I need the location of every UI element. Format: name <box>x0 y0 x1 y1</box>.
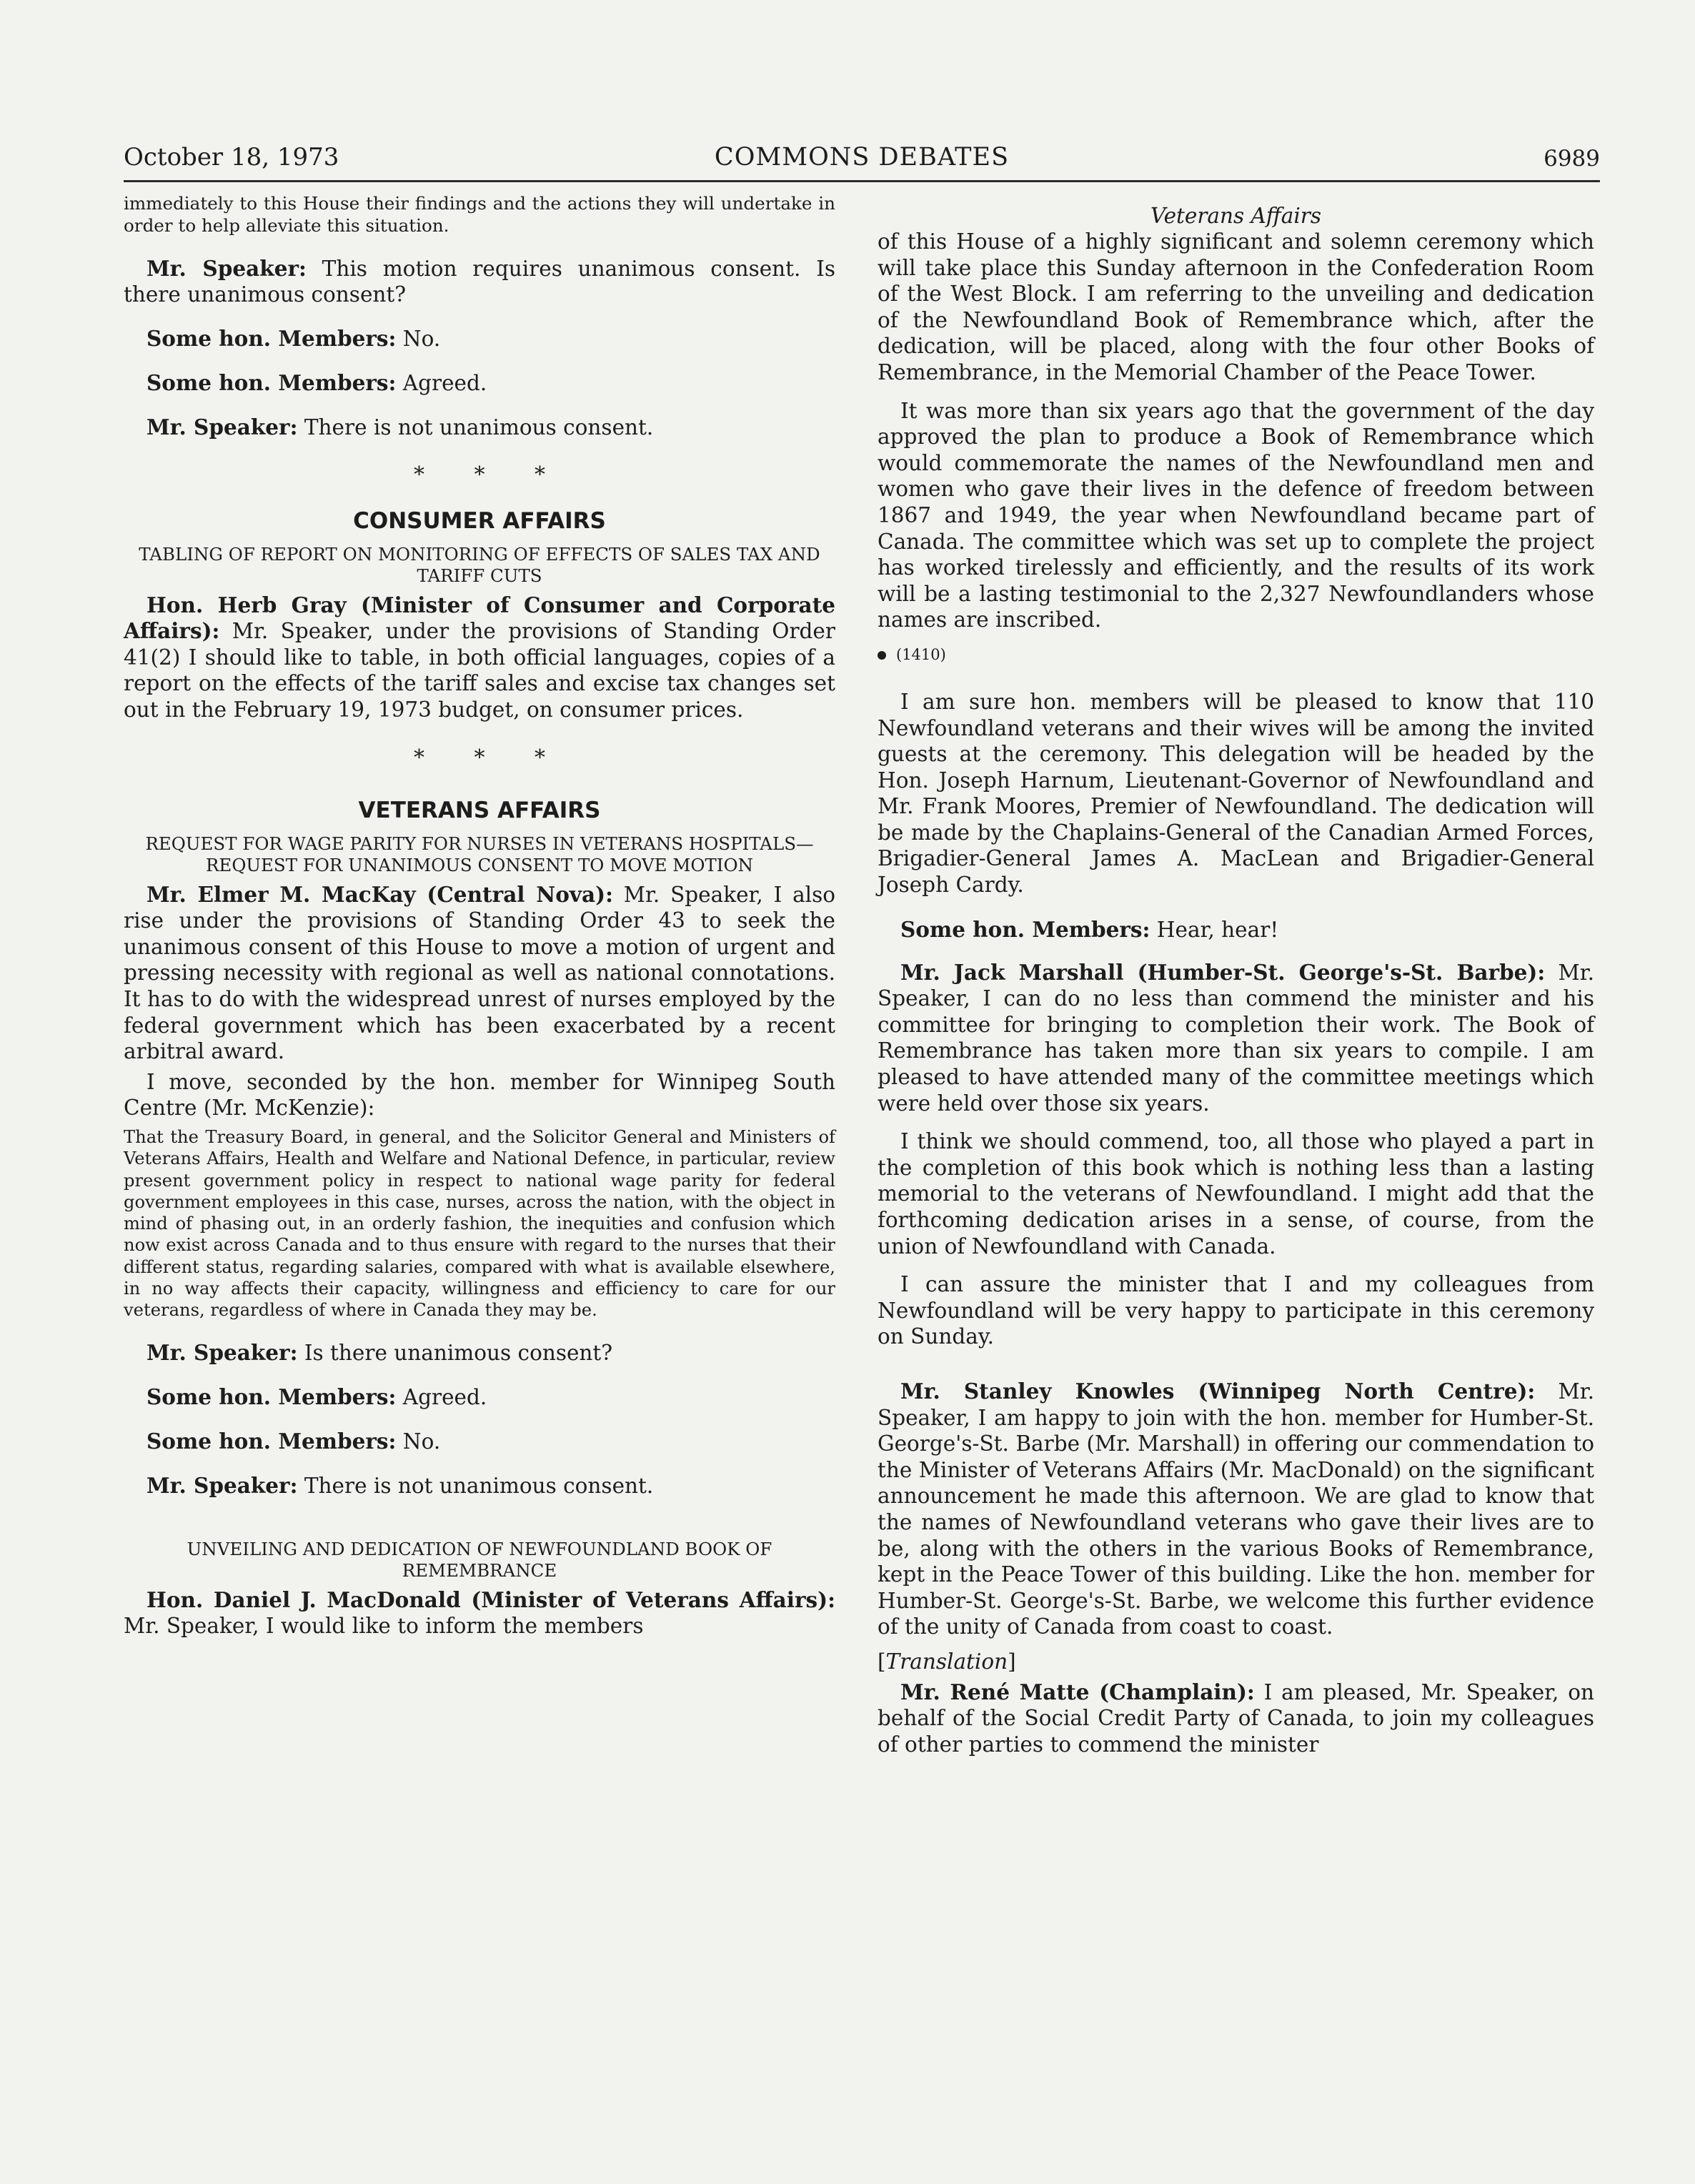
speaker-name: Mr. Speaker: <box>146 1472 298 1498</box>
paragraph: of this House of a highly significant and solemn ceremony which will take place this Sunday afternoon in the Confederation Room of the West Block. I am referring to the unveiling and dedication of the Newfoundland Book of Remembrance which, after the dedication, will be placed, along with the four other Books of Remembrance, in the Memorial Chamber of the Peace Tower. <box>878 229 1594 384</box>
paragraph: immediately to this House their findings and the actions they will undertake in order to help alleviate this situation. <box>124 193 835 236</box>
speech-text: Mr. Speaker, under the provisions of Standing Order 41(2) I should like to table, in both official languages, copies of a report on the effects of the tariff sales and excise tax changes set out in the February 19, 1973 budget, on consumer prices. <box>124 619 835 722</box>
page-header <box>124 143 1600 182</box>
speaker-name: Mr. Speaker: <box>146 414 298 440</box>
speaker-name: Mr. Elmer M. MacKay (Central Nova): <box>146 881 613 907</box>
subsection-heading: REQUEST FOR WAGE PARITY FOR NURSES IN VETERANS HOSPITALS—REQUEST FOR UNANIMOUS CONSENT TO MOVE MOTION <box>145 833 814 875</box>
paragraph: I can assure the minister that I and my colleagues from Newfoundland will be very happy to participate in this ceremony on Sunday. <box>878 1272 1594 1349</box>
speaker-name: Some hon. Members: <box>146 1384 397 1409</box>
header-title: COMMONS DEBATES <box>714 143 1010 172</box>
paragraph: I move, seconded by the hon. member for Winnipeg South Centre (Mr. McKenzie): <box>124 1069 835 1121</box>
exchange <box>878 917 1594 943</box>
right-column <box>878 203 1594 1757</box>
subsection-heading: TABLING OF REPORT ON MONITORING OF EFFECTS OF SALES TAX AND TARIFF CUTS <box>139 543 820 586</box>
speech-text: There is not unanimous consent. <box>297 415 654 440</box>
speaker-name: Some hon. Members: <box>146 369 397 395</box>
speaker-name: Mr. Speaker: <box>146 1339 298 1365</box>
speech-text: This motion requires unanimous consent. Is there unanimous consent? <box>124 256 835 307</box>
paragraph: It was more than six years ago that the government of the day approved the plan to produce a Book of Remembrance which would commemorate the names of the Newfoundland men and women who gave their lives in the defence of freedom between 1867 and 1949, the year when Newfoundland became part of Canada. The committee which was set up to complete the project has worked tirelessly and efficiently, and the results of its work will be a lasting testimonial to the 2,327 Newfoundlanders whose names are inscribed. <box>878 398 1594 632</box>
exchange <box>124 1384 835 1410</box>
speaker-name: Hon. Herb Gray (Minister of Consumer and Corporate Affairs): <box>124 592 835 644</box>
section-heading: VETERANS AFFAIRS <box>358 797 601 823</box>
speech <box>878 960 1594 1117</box>
section-separator: * * * <box>413 745 567 770</box>
speech-text: Hear, hear! <box>1150 917 1279 942</box>
left-column <box>124 193 835 1639</box>
exchange <box>124 415 835 440</box>
exchange <box>124 370 835 396</box>
speaker-name: Mr. Speaker: <box>146 255 307 281</box>
speaker-name: Some hon. Members: <box>900 916 1150 942</box>
exchange <box>124 326 835 352</box>
speaker-name: Some hon. Members: <box>146 325 397 351</box>
speaker-name: Some hon. Members: <box>146 1428 397 1454</box>
speech <box>878 1379 1594 1640</box>
speech <box>124 1587 835 1639</box>
exchange <box>124 1473 835 1499</box>
speech-text: Mr. Speaker, I can do no less than commend the minister and his committee for bringing to completion their work. The Book of Remembrance has taken more than six years to compile. I am pleased to have attended many of the committee meetings which were held over those six years. <box>878 960 1594 1116</box>
bullet-icon <box>878 651 886 660</box>
speech-text: Agreed. <box>396 370 487 395</box>
speaker-name: Mr. René Matte (Champlain): <box>900 1679 1255 1704</box>
speaker-name: Hon. Daniel J. MacDonald (Minister of Veterans Affairs): <box>146 1587 835 1612</box>
motion-text: That the Treasury Board, in general, and the Solicitor General and Ministers of Veterans Affairs, Health and Welfare and National Defence, in particular, review present government policy in respect to national wage parity for federal government employees in this case, nurses, across the nation, with the object in mind of phasing out, in an orderly fashion, the inequities and confusion which now exist across Canada and to thus ensure with regard to the nurses that their different status, regarding salaries, compared with what is available elsewhere, in no way affects their capacity, willingness and efficiency to care for our veterans, regardless of where in Canada they may be. <box>124 1126 835 1321</box>
subsection-heading: UNVEILING AND DEDICATION OF NEWFOUNDLAND BOOK OF REMEMBRANCE <box>187 1538 772 1581</box>
exchange <box>124 1429 835 1454</box>
speech-text: I am pleased, Mr. Speaker, on behalf of the Social Credit Party of Canada, to join my colleagues of other parties to commend the minister <box>878 1679 1594 1757</box>
speech-text: Mr. Speaker, I would like to inform the members <box>124 1614 644 1639</box>
speech-text: No. <box>396 1429 441 1454</box>
translation-note: [Translation] <box>878 1649 1016 1674</box>
speech-text: Agreed. <box>396 1384 487 1409</box>
speech-text: There is not unanimous consent. <box>297 1473 654 1498</box>
exchange <box>124 256 835 307</box>
page-number: 6989 <box>1544 146 1600 172</box>
running-head: Veterans Affairs <box>1150 204 1322 228</box>
speech-text: Mr. Speaker, I am happy to join with the hon. member for Humber-St. George's-St. Barbe (Mr. Marshall) in offering our commendation to the Minister of Veterans Affairs (Mr. MacDonald) on the significant announcement he made this afternoon. We are glad to know that the names of Newfoundland veterans who gave their lives are to be, along with the others in the various Books of Remembrance, kept in the Peace Tower of this building. Like the hon. member for Humber-St. George's-St. Barbe, we welcome this further evidence of the unity of Canada from coast to coast. <box>878 1379 1594 1639</box>
paragraph: I am sure hon. members will be pleased to know that 110 Newfoundland veterans and their wives will be among the invited guests at the ceremony. This delegation will be headed by the Hon. Joseph Harnum, Lieutenant-Governor of Newfoundland and Mr. Frank Moores, Premier of Newfoundland. The dedication will be made by the Chaplains-General of the Canadian Armed Forces, Brigadier-General James A. MacLean and Brigadier-General Joseph Cardy. <box>878 689 1594 898</box>
exchange <box>124 1340 835 1366</box>
section-separator: * * * <box>413 462 567 487</box>
paragraph: I think we should commend, too, all those who played a part in the completion of this book which is nothing less than a lasting memorial to the veterans of Newfoundland. I might add that the forthcoming dedication arises in a sense, of course, from the union of Newfoundland with Canada. <box>878 1129 1594 1259</box>
speaker-name: Mr. Stanley Knowles (Winnipeg North Centre): <box>900 1378 1536 1404</box>
time-marker: (1410) <box>878 646 1594 663</box>
speech-text: Mr. Speaker, I also rise under the provisions of Standing Order 43 to seek the unanimous consent of this House to move a motion of urgent and pressing necessity with regional as well as national connotations. It has to do with the widespread unrest of nurses employed by the federal government which has been exacerbated by a recent arbitral award. <box>124 882 835 1064</box>
header-date: October 18, 1973 <box>124 143 339 172</box>
speech <box>878 1679 1594 1758</box>
speech-text: No. <box>396 326 441 351</box>
section-heading: CONSUMER AFFAIRS <box>353 507 606 534</box>
speaker-name: Mr. Jack Marshall (Humber-St. George's-St. Barbe): <box>900 959 1546 985</box>
speech-text: Is there unanimous consent? <box>297 1340 613 1365</box>
speech <box>124 882 835 1065</box>
speech <box>124 592 835 723</box>
